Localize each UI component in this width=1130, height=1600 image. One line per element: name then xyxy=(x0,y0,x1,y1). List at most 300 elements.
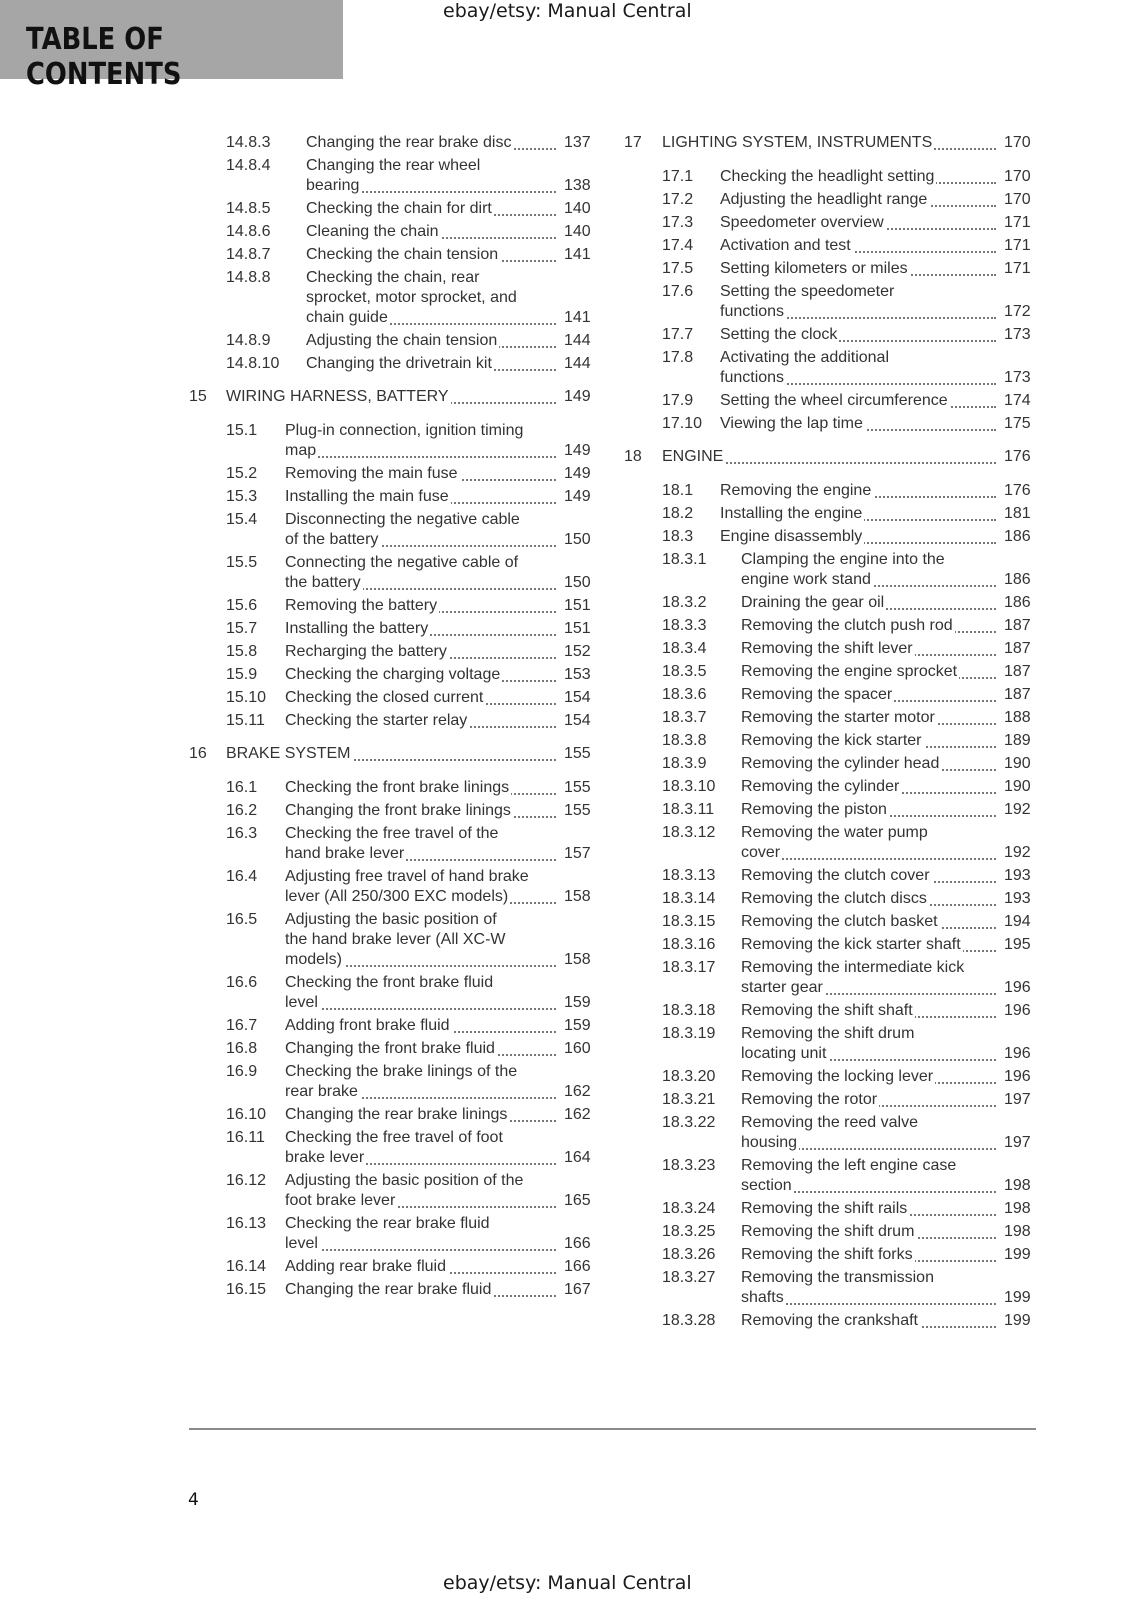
toc-entry[interactable] xyxy=(0,1268,1130,1308)
toc-entry-title: Installing the engine xyxy=(720,505,863,522)
toc-page-number: 166 xyxy=(564,1258,591,1275)
toc-page-number: 150 xyxy=(564,574,591,591)
toc-entry-title: Changing the front brake fluid xyxy=(285,1040,495,1057)
toc-page-number: 165 xyxy=(564,1192,591,1209)
toc-section-number: 16.15 xyxy=(226,1281,267,1298)
toc-entry-title: Setting kilometers or miles xyxy=(720,260,908,277)
toc-entry-title: Installing the main fuse xyxy=(285,488,449,505)
toc-page-number: 198 xyxy=(1004,1223,1031,1240)
toc-entry-title: Removing the clutch discs xyxy=(741,890,927,907)
toc-entry-title: brake lever xyxy=(285,1149,365,1166)
toc-entry-title: Removing the battery xyxy=(285,597,438,614)
toc-entry-title: Cleaning the chain xyxy=(306,223,439,240)
toc-entry[interactable] xyxy=(0,777,1130,797)
toc-entry-title: Removing the transmission xyxy=(741,1269,934,1286)
toc-page-number: 160 xyxy=(564,1040,591,1057)
toc-page-number: 158 xyxy=(564,951,591,968)
toc-page-number: 190 xyxy=(1004,755,1031,772)
toc-section-number: 18.3.7 xyxy=(662,709,707,726)
toc-page-number: 170 xyxy=(1004,134,1031,151)
toc-page-number: 188 xyxy=(1004,709,1031,726)
toc-entry-title: the hand brake lever (All XC-W xyxy=(285,931,506,948)
toc-page-number: 197 xyxy=(1004,1091,1031,1108)
toc-entry[interactable] xyxy=(0,1067,1130,1087)
toc-entry-title: engine work stand xyxy=(741,571,871,588)
toc-entry[interactable] xyxy=(0,167,1130,187)
toc-section-number: 18.3.11 xyxy=(662,801,715,818)
toc-section-number: 18.3.23 xyxy=(662,1157,716,1174)
toc-entry-title: Checking the front brake linings xyxy=(285,779,510,796)
toc-entry-title: Removing the shift lever xyxy=(741,640,913,657)
toc-section-number: 16.7 xyxy=(226,1017,258,1034)
toc-section-number: 18.3.13 xyxy=(662,867,716,884)
toc-page-number: 141 xyxy=(564,246,591,263)
toc-entry-title: Changing the rear brake linings xyxy=(285,1106,508,1123)
toc-entry[interactable] xyxy=(0,190,1130,210)
toc-page-number: 149 xyxy=(564,488,591,505)
toc-section-number: 16.1 xyxy=(226,779,258,796)
toc-page-number: 175 xyxy=(1004,415,1031,432)
toc-entry-title: Adjusting the basic position of the xyxy=(285,1172,524,1189)
toc-entry-title: Removing the shift forks xyxy=(741,1246,913,1263)
toc-page-number: 144 xyxy=(564,332,591,349)
toc-section-number: 14.8.6 xyxy=(226,223,271,240)
toc-section-number: 14.8.9 xyxy=(226,332,271,349)
toc-page-number: 162 xyxy=(564,1083,591,1100)
toc-entry-title: starter gear xyxy=(741,979,823,996)
toc-page-number: 198 xyxy=(1004,1200,1031,1217)
toc-section-number: 18.3.25 xyxy=(662,1223,716,1240)
toc-section-number: 18.3 xyxy=(662,528,694,545)
toc-section-number: 16.4 xyxy=(226,868,258,885)
toc-section-number: 18.3.10 xyxy=(662,778,716,795)
toc-entry[interactable] xyxy=(0,1199,1130,1219)
toc-entry-title: Checking the rear brake fluid xyxy=(285,1215,490,1232)
toc-page-number: 186 xyxy=(1004,571,1031,588)
page-number: 4 xyxy=(188,1490,199,1510)
toc-entry-title: chain guide xyxy=(306,309,388,326)
toc-entry-title: Checking the charging voltage xyxy=(285,666,501,683)
toc-entry-title: Checking the chain for dirt xyxy=(306,200,492,217)
toc-entry-title: Draining the gear oil xyxy=(741,594,885,611)
toc-page-number: 189 xyxy=(1004,732,1031,749)
toc-section-number: 18.3.4 xyxy=(662,640,707,657)
toc-section-number: 15.5 xyxy=(226,554,258,571)
toc-page-number: 149 xyxy=(564,442,591,459)
toc-section-number: 16.14 xyxy=(226,1258,267,1275)
toc-entry-title: level xyxy=(285,1235,318,1252)
toc-page-number: 154 xyxy=(564,712,591,729)
toc-page-number: 162 xyxy=(564,1106,591,1123)
toc-page-number: 166 xyxy=(564,1235,591,1252)
toc-entry[interactable] xyxy=(0,866,1130,886)
toc-page-number: 141 xyxy=(564,309,591,326)
toc-section-number: 16.2 xyxy=(226,802,258,819)
toc-section-number: 17.3 xyxy=(662,214,694,231)
toc-entry-title: Removing the water pump xyxy=(741,824,928,841)
toc-entry[interactable] xyxy=(0,481,1130,501)
toc-section-number: 16.12 xyxy=(226,1172,267,1189)
toc-page-number: 176 xyxy=(1004,448,1031,465)
toc-page-number: 151 xyxy=(564,597,591,614)
toc-entry[interactable] xyxy=(0,325,1130,345)
toc-page-number: 174 xyxy=(1004,392,1031,409)
toc-section-number: 17.6 xyxy=(662,283,694,300)
toc-entry-title: shafts xyxy=(741,1289,784,1306)
toc-page-number: 173 xyxy=(1004,326,1031,343)
toc-entry[interactable] xyxy=(0,1156,1130,1196)
toc-entry-title: Activation and test xyxy=(720,237,851,254)
toc-page-number: 193 xyxy=(1004,867,1031,884)
toc-entry-title: Removing the shift drum xyxy=(741,1223,915,1240)
toc-entry-title: Checking the free travel of foot xyxy=(285,1129,503,1146)
toc-page-number: 195 xyxy=(1004,936,1031,953)
toc-page-number: 152 xyxy=(564,643,591,660)
toc-page-number: 155 xyxy=(564,802,591,819)
toc-section-number: 17.7 xyxy=(662,326,694,343)
toc-section-number: 15.8 xyxy=(226,643,258,660)
toc-section-number: 18.3.5 xyxy=(662,663,707,680)
toc-entry-title: Setting the wheel circumference xyxy=(720,392,948,409)
toc-section-number: 18.3.8 xyxy=(662,732,707,749)
toc-entry-title: hand brake lever xyxy=(285,845,405,862)
toc-entry-title: Removing the shift rails xyxy=(741,1200,908,1217)
toc-section-number: 17.5 xyxy=(662,260,694,277)
toc-section-number: 16.10 xyxy=(226,1106,267,1123)
toc-page-number: 170 xyxy=(1004,168,1031,185)
toc-section-number: 18.3.14 xyxy=(662,890,716,907)
toc-section-number: 18.3.3 xyxy=(662,617,707,634)
toc-section-number: 15.6 xyxy=(226,597,258,614)
toc-entry-title: Removing the starter motor xyxy=(741,709,935,726)
toc-section-number: 15.4 xyxy=(226,511,258,528)
toc-page-number: 187 xyxy=(1004,640,1031,657)
toc-entry-title: Changing the drivetrain kit xyxy=(306,355,492,372)
toc-section-number: 16.6 xyxy=(226,974,258,991)
toc-section-number: 18.3.9 xyxy=(662,755,707,772)
toc-page-number: 157 xyxy=(564,845,591,862)
toc-section-number: 15.3 xyxy=(226,488,258,505)
toc-entry-title: Adding rear brake fluid xyxy=(285,1258,446,1275)
toc-page-number: 186 xyxy=(1004,594,1031,611)
toc-entry[interactable] xyxy=(0,958,1130,998)
toc-entry-title: Adjusting the basic position of xyxy=(285,911,497,928)
toc-entry-title: Engine disassembly xyxy=(720,528,863,545)
toc-page-number: 193 xyxy=(1004,890,1031,907)
toc-entry-title: Recharging the battery xyxy=(285,643,447,660)
toc-section-number: 16.9 xyxy=(226,1063,258,1080)
toc-entry[interactable] xyxy=(0,414,1130,434)
toc-entry[interactable] xyxy=(0,1311,1130,1331)
toc-section-number: 16.13 xyxy=(226,1215,267,1232)
toc-entry[interactable] xyxy=(0,348,1130,388)
toc-page-number: 140 xyxy=(564,223,591,240)
toc-section-number: 18.3.26 xyxy=(662,1246,716,1263)
toc-section-number: 14.8.8 xyxy=(226,269,271,286)
toc-entry[interactable] xyxy=(0,754,1130,774)
toc-section-number: 14.8.10 xyxy=(226,355,280,372)
toc-entry-title: Removing the engine xyxy=(720,482,872,499)
footer-divider xyxy=(189,1428,1036,1430)
toc-page-number: 172 xyxy=(1004,303,1031,320)
watermark-bottom: ebay/etsy: Manual Central xyxy=(443,1572,692,1594)
toc-section-number: 16.5 xyxy=(226,911,258,928)
toc-entry[interactable] xyxy=(0,282,1130,322)
toc-entry[interactable] xyxy=(0,213,1130,233)
toc-entry-title: Removing the locking lever xyxy=(741,1068,934,1085)
toc-section-number: 18.3.18 xyxy=(662,1002,716,1019)
toc-entry[interactable] xyxy=(0,935,1130,955)
toc-entry-title: Adjusting the headlight range xyxy=(720,191,928,208)
toc-entry[interactable] xyxy=(0,912,1130,932)
toc-entry-title: functions xyxy=(720,303,785,320)
toc-entry-title: Removing the kick starter xyxy=(741,732,922,749)
toc-entry[interactable] xyxy=(0,1024,1130,1064)
toc-section-number: 15.10 xyxy=(226,689,267,706)
toc-entry-title: Checking the front brake fluid xyxy=(285,974,494,991)
toc-page-number: 167 xyxy=(564,1281,591,1298)
toc-page-number: 176 xyxy=(1004,482,1031,499)
toc-entry[interactable] xyxy=(0,259,1130,279)
toc-section-number: 18.3.17 xyxy=(662,959,716,976)
toc-page-number: 199 xyxy=(1004,1289,1031,1306)
toc-entry-title: Removing the shift shaft xyxy=(741,1002,913,1019)
toc-page-number: 151 xyxy=(564,620,591,637)
toc-entry-title: Setting the clock xyxy=(720,326,838,343)
toc-section-number: 18.3.20 xyxy=(662,1068,716,1085)
toc-entry[interactable] xyxy=(0,391,1130,411)
toc-section-number: 16 xyxy=(189,745,207,762)
toc-section-number: 18 xyxy=(624,448,642,465)
toc-entry[interactable] xyxy=(0,236,1130,256)
toc-section-number: 18.3.24 xyxy=(662,1200,716,1217)
toc-section-number: 18.3.16 xyxy=(662,936,716,953)
toc-page-number: 197 xyxy=(1004,1134,1031,1151)
toc-entry-title: sprocket, motor sprocket, and xyxy=(306,289,517,306)
toc-page-number: 187 xyxy=(1004,663,1031,680)
toc-page-number: 196 xyxy=(1004,979,1031,996)
toc-entry[interactable] xyxy=(0,527,1130,547)
toc-entry[interactable] xyxy=(0,731,1130,751)
toc-entry-title: Adjusting free travel of hand brake xyxy=(285,868,529,885)
toc-page-number: 194 xyxy=(1004,913,1031,930)
toc-page-number: 196 xyxy=(1004,1045,1031,1062)
toc-page-number: 199 xyxy=(1004,1312,1031,1329)
toc-page-number: 149 xyxy=(564,388,591,405)
toc-section-number: 14.8.5 xyxy=(226,200,271,217)
toc-entry-title: of the battery xyxy=(285,531,379,548)
toc-page-number: 192 xyxy=(1004,844,1031,861)
toc-entry-title: Checking the starter relay xyxy=(285,712,468,729)
toc-entry-title: cover xyxy=(741,844,781,861)
toc-entry-title: Removing the clutch push rod xyxy=(741,617,953,634)
toc-page-number: 171 xyxy=(1004,260,1031,277)
toc-page-number: 155 xyxy=(564,745,591,762)
toc-entry-title: lever (All 250/300 EXC models) xyxy=(285,888,509,905)
toc-entry-title: Removing the cylinder head xyxy=(741,755,940,772)
toc-entry-title: Activating the additional xyxy=(720,349,889,366)
toc-entry-title: Removing the engine sprocket xyxy=(741,663,958,680)
toc-section-number: 16.11 xyxy=(226,1129,265,1146)
toc-entry-title: Plug-in connection, ignition timing xyxy=(285,422,524,439)
toc-page-number: 150 xyxy=(564,531,591,548)
toc-entry[interactable] xyxy=(0,1113,1130,1153)
toc-page-number: 149 xyxy=(564,465,591,482)
toc-section-number: 16.3 xyxy=(226,825,258,842)
toc-page-number: 187 xyxy=(1004,686,1031,703)
toc-section-number: 17.1 xyxy=(662,168,694,185)
toc-section-number: 18.3.12 xyxy=(662,824,716,841)
toc-page-number: 181 xyxy=(1004,505,1031,522)
toc-entry-title: Disconnecting the negative cable xyxy=(285,511,520,528)
toc-entry[interactable] xyxy=(0,823,1130,863)
toc-entry-title: Checking the closed current xyxy=(285,689,484,706)
toc-entry-title: Removing the cylinder xyxy=(741,778,900,795)
toc-entry[interactable] xyxy=(0,685,1130,705)
toc-entry[interactable] xyxy=(0,639,1130,659)
toc-section-number: 14.8.4 xyxy=(226,157,271,174)
toc-page-number: 164 xyxy=(564,1149,591,1166)
toc-page-number: 153 xyxy=(564,666,591,683)
toc-entry[interactable] xyxy=(0,889,1130,909)
page-title: TABLE OF CONTENTS xyxy=(26,22,182,92)
toc-page-number: 144 xyxy=(564,355,591,372)
toc-entry[interactable] xyxy=(0,1245,1130,1265)
toc-entry-title: Checking the chain tension xyxy=(306,246,499,263)
toc-page-number: 199 xyxy=(1004,1246,1031,1263)
toc-entry-title: map xyxy=(285,442,317,459)
toc-section-number: 16.8 xyxy=(226,1040,258,1057)
toc-section-number: 18.3.1 xyxy=(662,551,707,568)
toc-entry-title: Checking the headlight setting xyxy=(720,168,935,185)
toc-entry-title: ENGINE xyxy=(662,448,724,465)
toc-entry-title: functions xyxy=(720,369,785,386)
toc-entry-title: Changing the front brake linings xyxy=(285,802,511,819)
toc-section-number: 18.3.6 xyxy=(662,686,707,703)
toc-entry[interactable] xyxy=(0,593,1130,613)
toc-section-number: 17.8 xyxy=(662,349,694,366)
toc-entry-title: Checking the chain, rear xyxy=(306,269,480,286)
toc-entry-title: Removing the spacer xyxy=(741,686,893,703)
toc-section-number: 18.3.21 xyxy=(662,1091,716,1108)
toc-entry-title: the battery xyxy=(285,574,361,591)
toc-section-number: 18.3.27 xyxy=(662,1269,716,1286)
toc-entry-title: section xyxy=(741,1177,792,1194)
toc-page-number: 198 xyxy=(1004,1177,1031,1194)
toc-entry-title: Removing the shift drum xyxy=(741,1025,915,1042)
toc-section-number: 18.3.15 xyxy=(662,913,716,930)
toc-entry-title: Removing the main fuse xyxy=(285,465,458,482)
watermark-top: ebay/etsy: Manual Central xyxy=(443,0,692,22)
toc-header-box xyxy=(0,0,343,92)
toc-page-number: 154 xyxy=(564,689,591,706)
toc-entry[interactable] xyxy=(0,616,1130,636)
toc-entry-title: bearing xyxy=(306,177,360,194)
toc-page-number: 138 xyxy=(564,177,591,194)
toc-page-number: 171 xyxy=(1004,214,1031,231)
toc-entry[interactable] xyxy=(0,1090,1130,1110)
toc-page-number: 190 xyxy=(1004,778,1031,795)
toc-entry-title: Viewing the lap time xyxy=(720,415,863,432)
toc-entry-title: Removing the crankshaft xyxy=(741,1312,918,1329)
toc-section-number: 15.7 xyxy=(226,620,258,637)
toc-entry[interactable] xyxy=(0,708,1130,728)
toc-entry[interactable] xyxy=(0,1001,1130,1021)
toc-section-number: 17.9 xyxy=(662,392,694,409)
toc-entry-title: Speedometer overview xyxy=(720,214,884,231)
toc-page-number: 170 xyxy=(1004,191,1031,208)
toc-page-number: 192 xyxy=(1004,801,1031,818)
toc-entry-title: Connecting the negative cable of xyxy=(285,554,519,571)
toc-section-number: 18.3.2 xyxy=(662,594,707,611)
toc-entry-title: Setting the speedometer xyxy=(720,283,895,300)
toc-page-number: 155 xyxy=(564,779,591,796)
toc-entry-title: Changing the rear brake fluid xyxy=(285,1281,492,1298)
toc-entry[interactable] xyxy=(0,133,1130,153)
toc-page-number: 171 xyxy=(1004,237,1031,254)
toc-entry-title: housing xyxy=(741,1134,798,1151)
toc-entry-title: Checking the free travel of the xyxy=(285,825,499,842)
toc-section-number: 18.3.22 xyxy=(662,1114,716,1131)
toc-page-number: 196 xyxy=(1004,1068,1031,1085)
toc-entry-title: locating unit xyxy=(741,1045,827,1062)
toc-page-number: 140 xyxy=(564,200,591,217)
toc-section-number: 17.10 xyxy=(662,415,703,432)
toc-section-number: 15.1 xyxy=(226,422,258,439)
toc-entry[interactable] xyxy=(0,504,1130,524)
toc-entry-title: Changing the rear wheel xyxy=(306,157,481,174)
toc-section-number: 18.2 xyxy=(662,505,694,522)
toc-entry[interactable] xyxy=(0,550,1130,590)
toc-section-number: 15.11 xyxy=(226,712,265,729)
toc-page-number: 158 xyxy=(564,888,591,905)
toc-entry-title: Removing the piston xyxy=(741,801,887,818)
toc-page-number: 159 xyxy=(564,1017,591,1034)
toc-section-number: 17.2 xyxy=(662,191,694,208)
toc-entry[interactable] xyxy=(0,662,1130,682)
toc-section-number: 17 xyxy=(624,134,642,151)
toc-page-number: 186 xyxy=(1004,528,1031,545)
toc-entry-title: Removing the kick starter shaft xyxy=(741,936,961,953)
toc-page-number: 159 xyxy=(564,994,591,1011)
toc-entry-title: Removing the rotor xyxy=(741,1091,878,1108)
toc-entry-title: models) xyxy=(285,951,342,968)
toc-entry-title: Adding front brake fluid xyxy=(285,1017,450,1034)
toc-section-number: 18.3.28 xyxy=(662,1312,716,1329)
toc-entry-title: Removing the clutch cover xyxy=(741,867,930,884)
toc-entry[interactable] xyxy=(0,800,1130,820)
toc-section-number: 18.3.19 xyxy=(662,1025,716,1042)
toc-page-number: 137 xyxy=(564,134,591,151)
toc-entry-title: Removing the reed valve xyxy=(741,1114,918,1131)
toc-entry-title: Adjusting the chain tension xyxy=(306,332,498,349)
toc-section-number: 14.8.3 xyxy=(226,134,271,151)
toc-entry[interactable] xyxy=(0,447,1130,467)
toc-entry-title: Checking the brake linings of the xyxy=(285,1063,518,1080)
toc-entry[interactable] xyxy=(0,1222,1130,1242)
toc-entry-title: rear brake xyxy=(285,1083,358,1100)
toc-entry-title: foot brake lever xyxy=(285,1192,396,1209)
toc-page-number: 173 xyxy=(1004,369,1031,386)
toc-page-number: 187 xyxy=(1004,617,1031,634)
toc-entry-title: Installing the battery xyxy=(285,620,429,637)
toc-entry-title: Removing the left engine case xyxy=(741,1157,957,1174)
toc-entry-title: BRAKE SYSTEM xyxy=(226,745,351,762)
toc-section-number: 15.9 xyxy=(226,666,258,683)
toc-section-number: 14.8.7 xyxy=(226,246,271,263)
toc-section-number: 15.2 xyxy=(226,465,258,482)
toc-entry-title: Changing the rear brake disc xyxy=(306,134,512,151)
